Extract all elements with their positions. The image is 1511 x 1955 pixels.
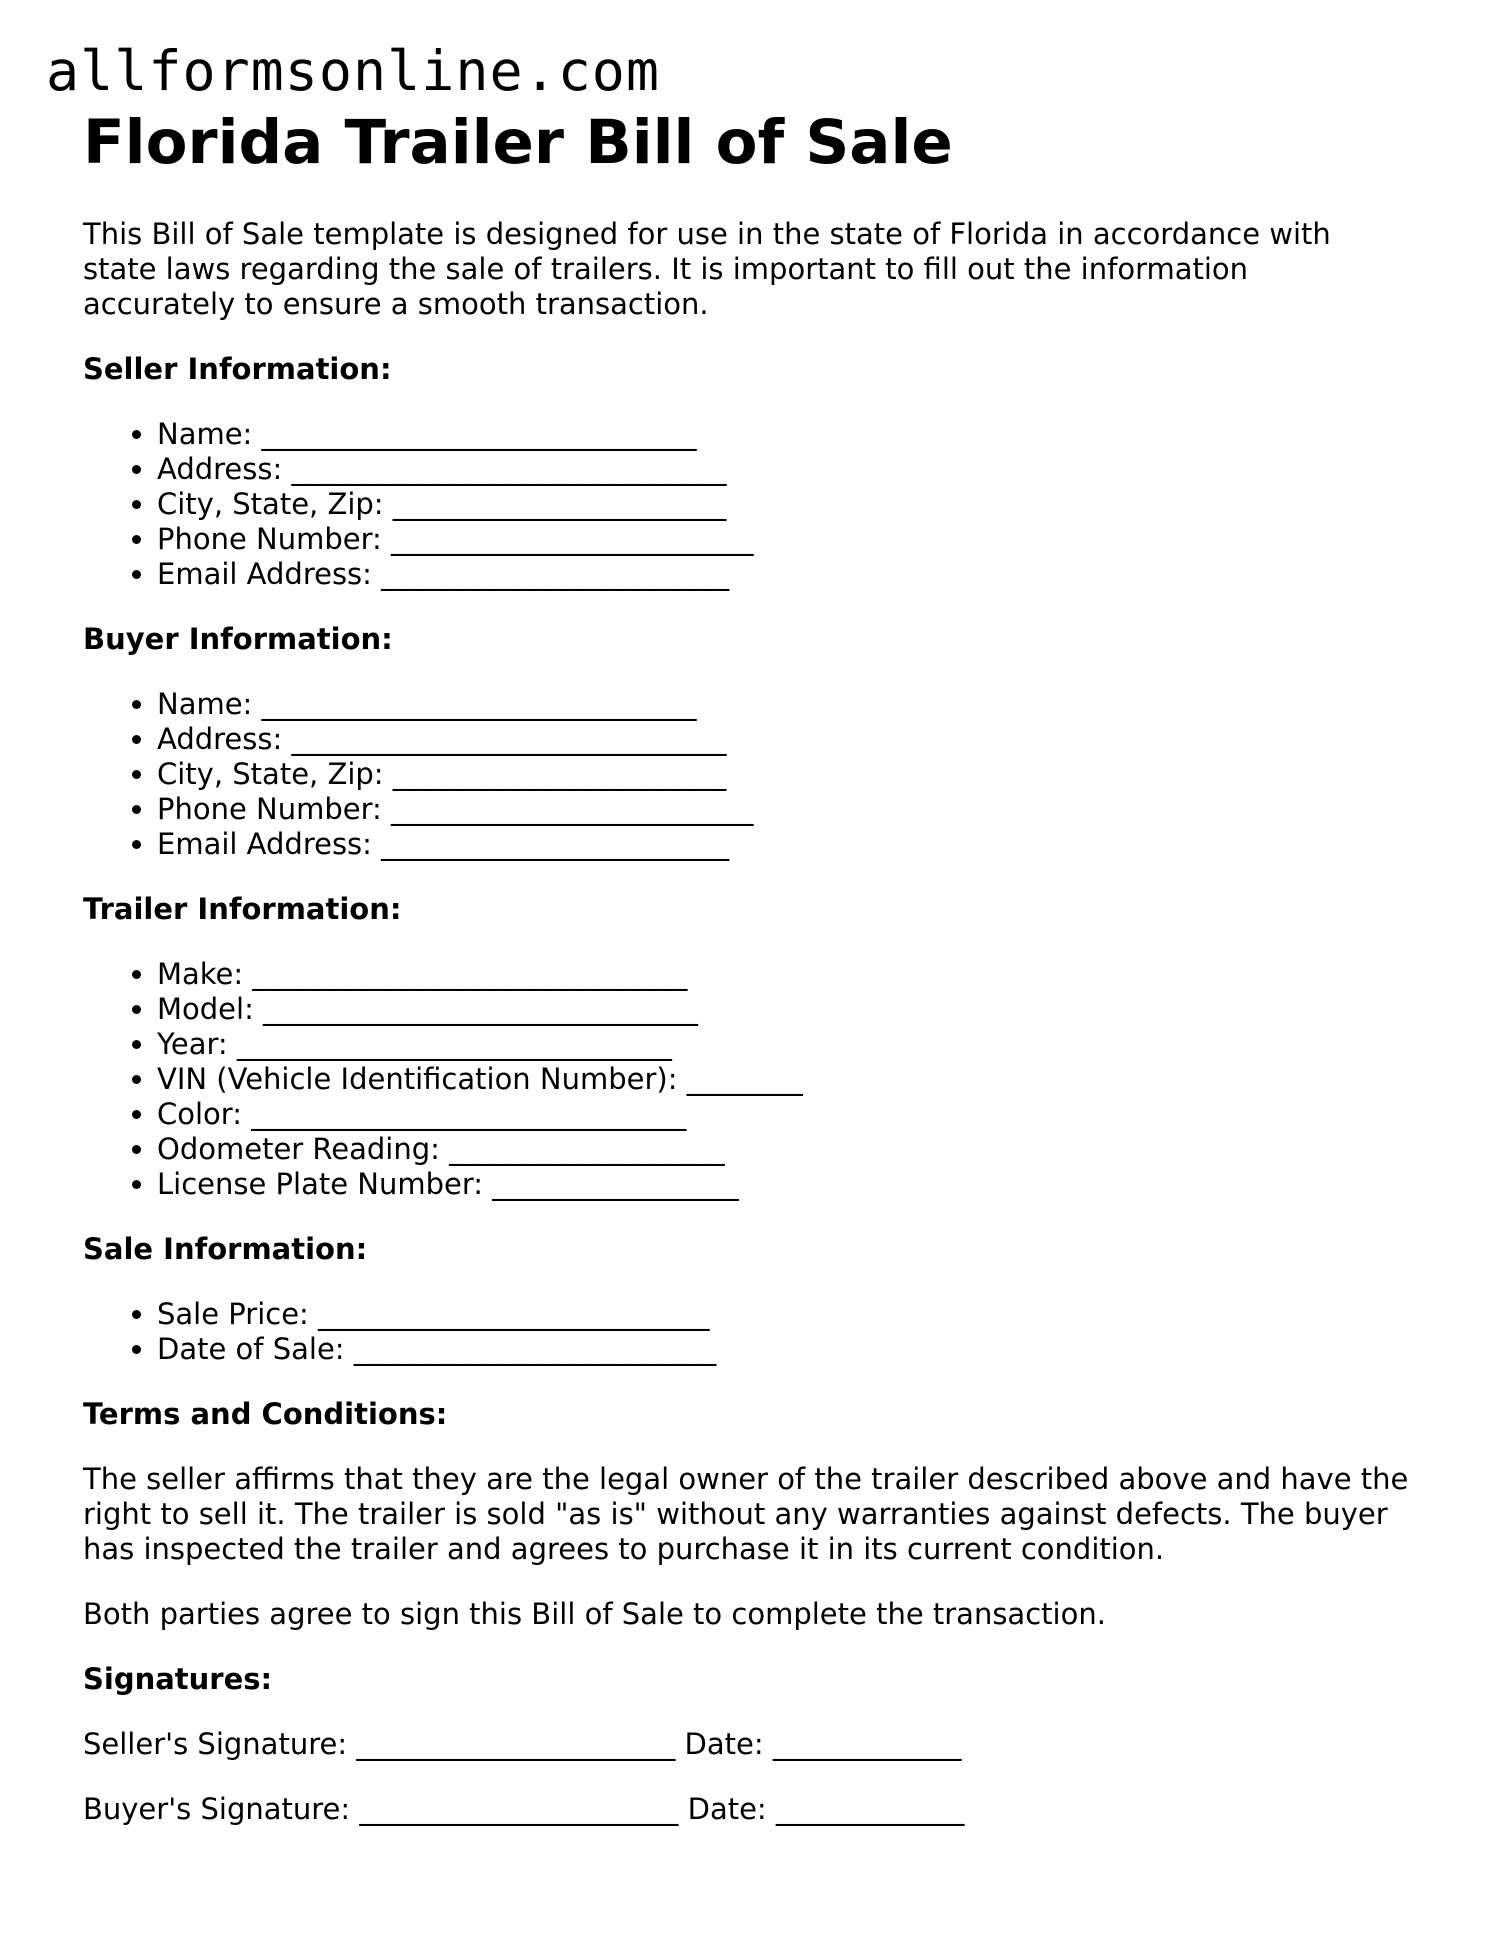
trailer-model-field[interactable]: • Model: ______________________________ (157, 992, 1423, 1027)
watermark-text: allformsonline.com (46, 39, 661, 103)
buyer-email-field[interactable]: • Email Address: ________________________ (157, 827, 1423, 862)
terms-section-heading: Terms and Conditions: (83, 1397, 448, 1431)
document-title: Florida Trailer Bill of Sale (83, 107, 953, 178)
trailer-year-field[interactable]: • Year: ______________________________ (157, 1027, 1423, 1062)
seller-name-field[interactable]: • Name: ______________________________ (157, 417, 1423, 452)
buyer-name-field[interactable]: • Name: ______________________________ (157, 687, 1423, 722)
seller-email-field[interactable]: • Email Address: ________________________ (157, 557, 1423, 592)
trailer-vin-field[interactable]: • VIN (Vehicle Identification Number): ________ (157, 1062, 1423, 1097)
intro-paragraph: This Bill of Sale template is designed for use in the state of Florida in accordance with state laws regarding the sale of trailers. It is important to fill out the information accurately to ensure a smooth transaction. (83, 217, 1331, 321)
sale-price-field[interactable]: • Sale Price: ___________________________ (157, 1297, 1423, 1332)
sale-section-heading: Sale Information: (83, 1232, 368, 1266)
buyer-address-field[interactable]: • Address: ______________________________ (157, 722, 1423, 757)
signatures-section-heading: Signatures: (83, 1662, 273, 1696)
trailer-license-plate-field[interactable]: • License Plate Number: _________________ (157, 1167, 1423, 1202)
buyer-phone-field[interactable]: • Phone Number: _________________________ (157, 792, 1423, 827)
trailer-section-heading: Trailer Information: (83, 892, 402, 926)
seller-phone-field[interactable]: • Phone Number: _________________________ (157, 522, 1423, 557)
seller-address-field[interactable]: • Address: ______________________________ (157, 452, 1423, 487)
sale-date-field[interactable]: • Date of Sale: _________________________ (157, 1332, 1423, 1367)
trailer-odometer-field[interactable]: • Odometer Reading: ___________________ (157, 1132, 1423, 1167)
buyer-signature-line[interactable]: Buyer's Signature: ______________________ Date: _____________ (83, 1792, 965, 1826)
seller-field-list (83, 417, 1423, 592)
buyer-section-heading: Buyer Information: (83, 622, 393, 656)
trailer-color-field[interactable]: • Color: ______________________________ (157, 1097, 1423, 1132)
agreement-paragraph: Both parties agree to sign this Bill of Sale to complete the transaction. (83, 1597, 1106, 1631)
seller-signature-line[interactable]: Seller's Signature: ______________________ Date: _____________ (83, 1727, 962, 1761)
trailer-field-list (83, 957, 1423, 1202)
seller-city-state-zip-field[interactable]: • City, State, Zip: _______________________ (157, 487, 1423, 522)
buyer-field-list (83, 687, 1423, 862)
terms-paragraph: The seller affirms that they are the legal owner of the trailer described above and have the right to sell it. The trailer is sold "as is" without any warranties against defects. The buyer has inspected the trailer and agrees to purchase it in its current condition. (83, 1462, 1409, 1566)
sale-field-list (83, 1297, 1423, 1367)
seller-section-heading: Seller Information: (83, 352, 392, 386)
buyer-city-state-zip-field[interactable]: • City, State, Zip: _______________________ (157, 757, 1423, 792)
trailer-make-field[interactable]: • Make: ______________________________ (157, 957, 1423, 992)
document-body (83, 108, 1423, 1827)
